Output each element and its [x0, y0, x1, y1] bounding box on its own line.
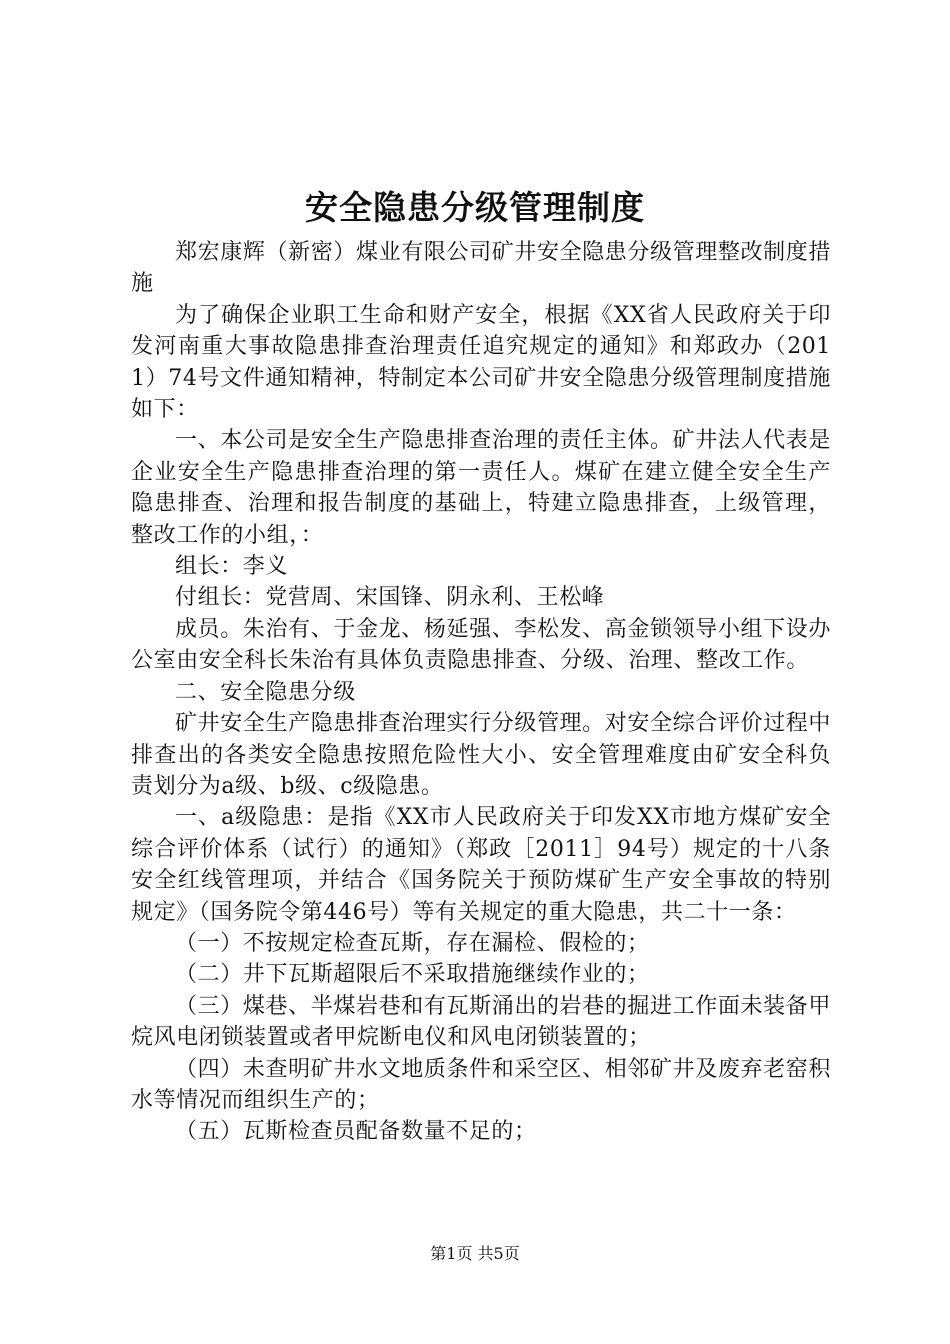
- paragraph: 郑宏康辉（新密）煤业有限公司矿井安全隐患分级管理整改制度措施: [131, 240, 831, 297]
- paragraph: 付组长：党营周、宋国锋、阴永利、王松峰: [175, 585, 605, 611]
- paragraph: （二）井下瓦斯超限后不采取措施继续作业的；: [175, 962, 650, 988]
- document-body: [131, 237, 831, 1148]
- paragraph: （三）煤巷、半煤岩巷和有瓦斯涌出的岩巷的掘进工作面未装备甲烷风电闭锁装置或者甲烷断电仪和风电闭锁装置的；: [131, 993, 831, 1051]
- paragraph: 二、安全隐患分级: [175, 679, 356, 705]
- page-footer: 第1页 共5页: [430, 1244, 520, 1263]
- paragraph: （一）不按规定检查瓦斯，存在漏检、假检的；: [175, 930, 650, 956]
- paragraph: 一、本公司是安全生产隐患排查治理的责任主体。矿井法人代表是企业安全生产隐患排查治理的第一责任人。煤矿在建立健全安全生产隐患排查、治理和报告制度的基础上，特建立隐患排查，上级管理，整改工作的小组，：: [131, 428, 831, 548]
- paragraph: 为了确保企业职工生命和财产安全，根据《XX省人民政府关于印发河南重大事故隐患排查治理责任追究规定的通知》和郑政办（2011）74号文件通知精神，特制定本公司矿井安全隐患分级管理制度措施如下：: [131, 302, 831, 423]
- document-title: 安全隐患分级管理制度: [305, 188, 645, 227]
- paragraph: 矿井安全生产隐患排查治理实行分级管理。对安全综合评价过程中排查出的各类安全隐患按照危险性大小、安全管理难度由矿安全科负责划分为a级、b级、c级隐患。: [131, 711, 831, 799]
- paragraph: 组长：李义: [175, 554, 289, 580]
- paragraph: 一、a级隐患：是指《XX市人民政府关于印发XX市地方煤矿安全综合评价体系（试行）的通知》（郑政［2011］94号）规定的十八条安全红线管理项，并结合《国务院关于预防煤矿生产安全事故的特别规定》（国务院令第446号）等有关规定的重大隐患，共二十一条：: [131, 805, 831, 925]
- paragraph: 成员。朱治有、于金龙、杨延强、李松发、高金锁领导小组下设办公室由安全科长朱治有具体负责隐患排查、分级、治理、整改工作。: [131, 616, 831, 674]
- paragraph: （五）瓦斯检查员配备数量不足的；: [175, 1119, 537, 1145]
- paragraph: （四）未查明矿井水文地质条件和采空区、相邻矿井及废弃老窑积水等情况而组织生产的；: [131, 1056, 831, 1113]
